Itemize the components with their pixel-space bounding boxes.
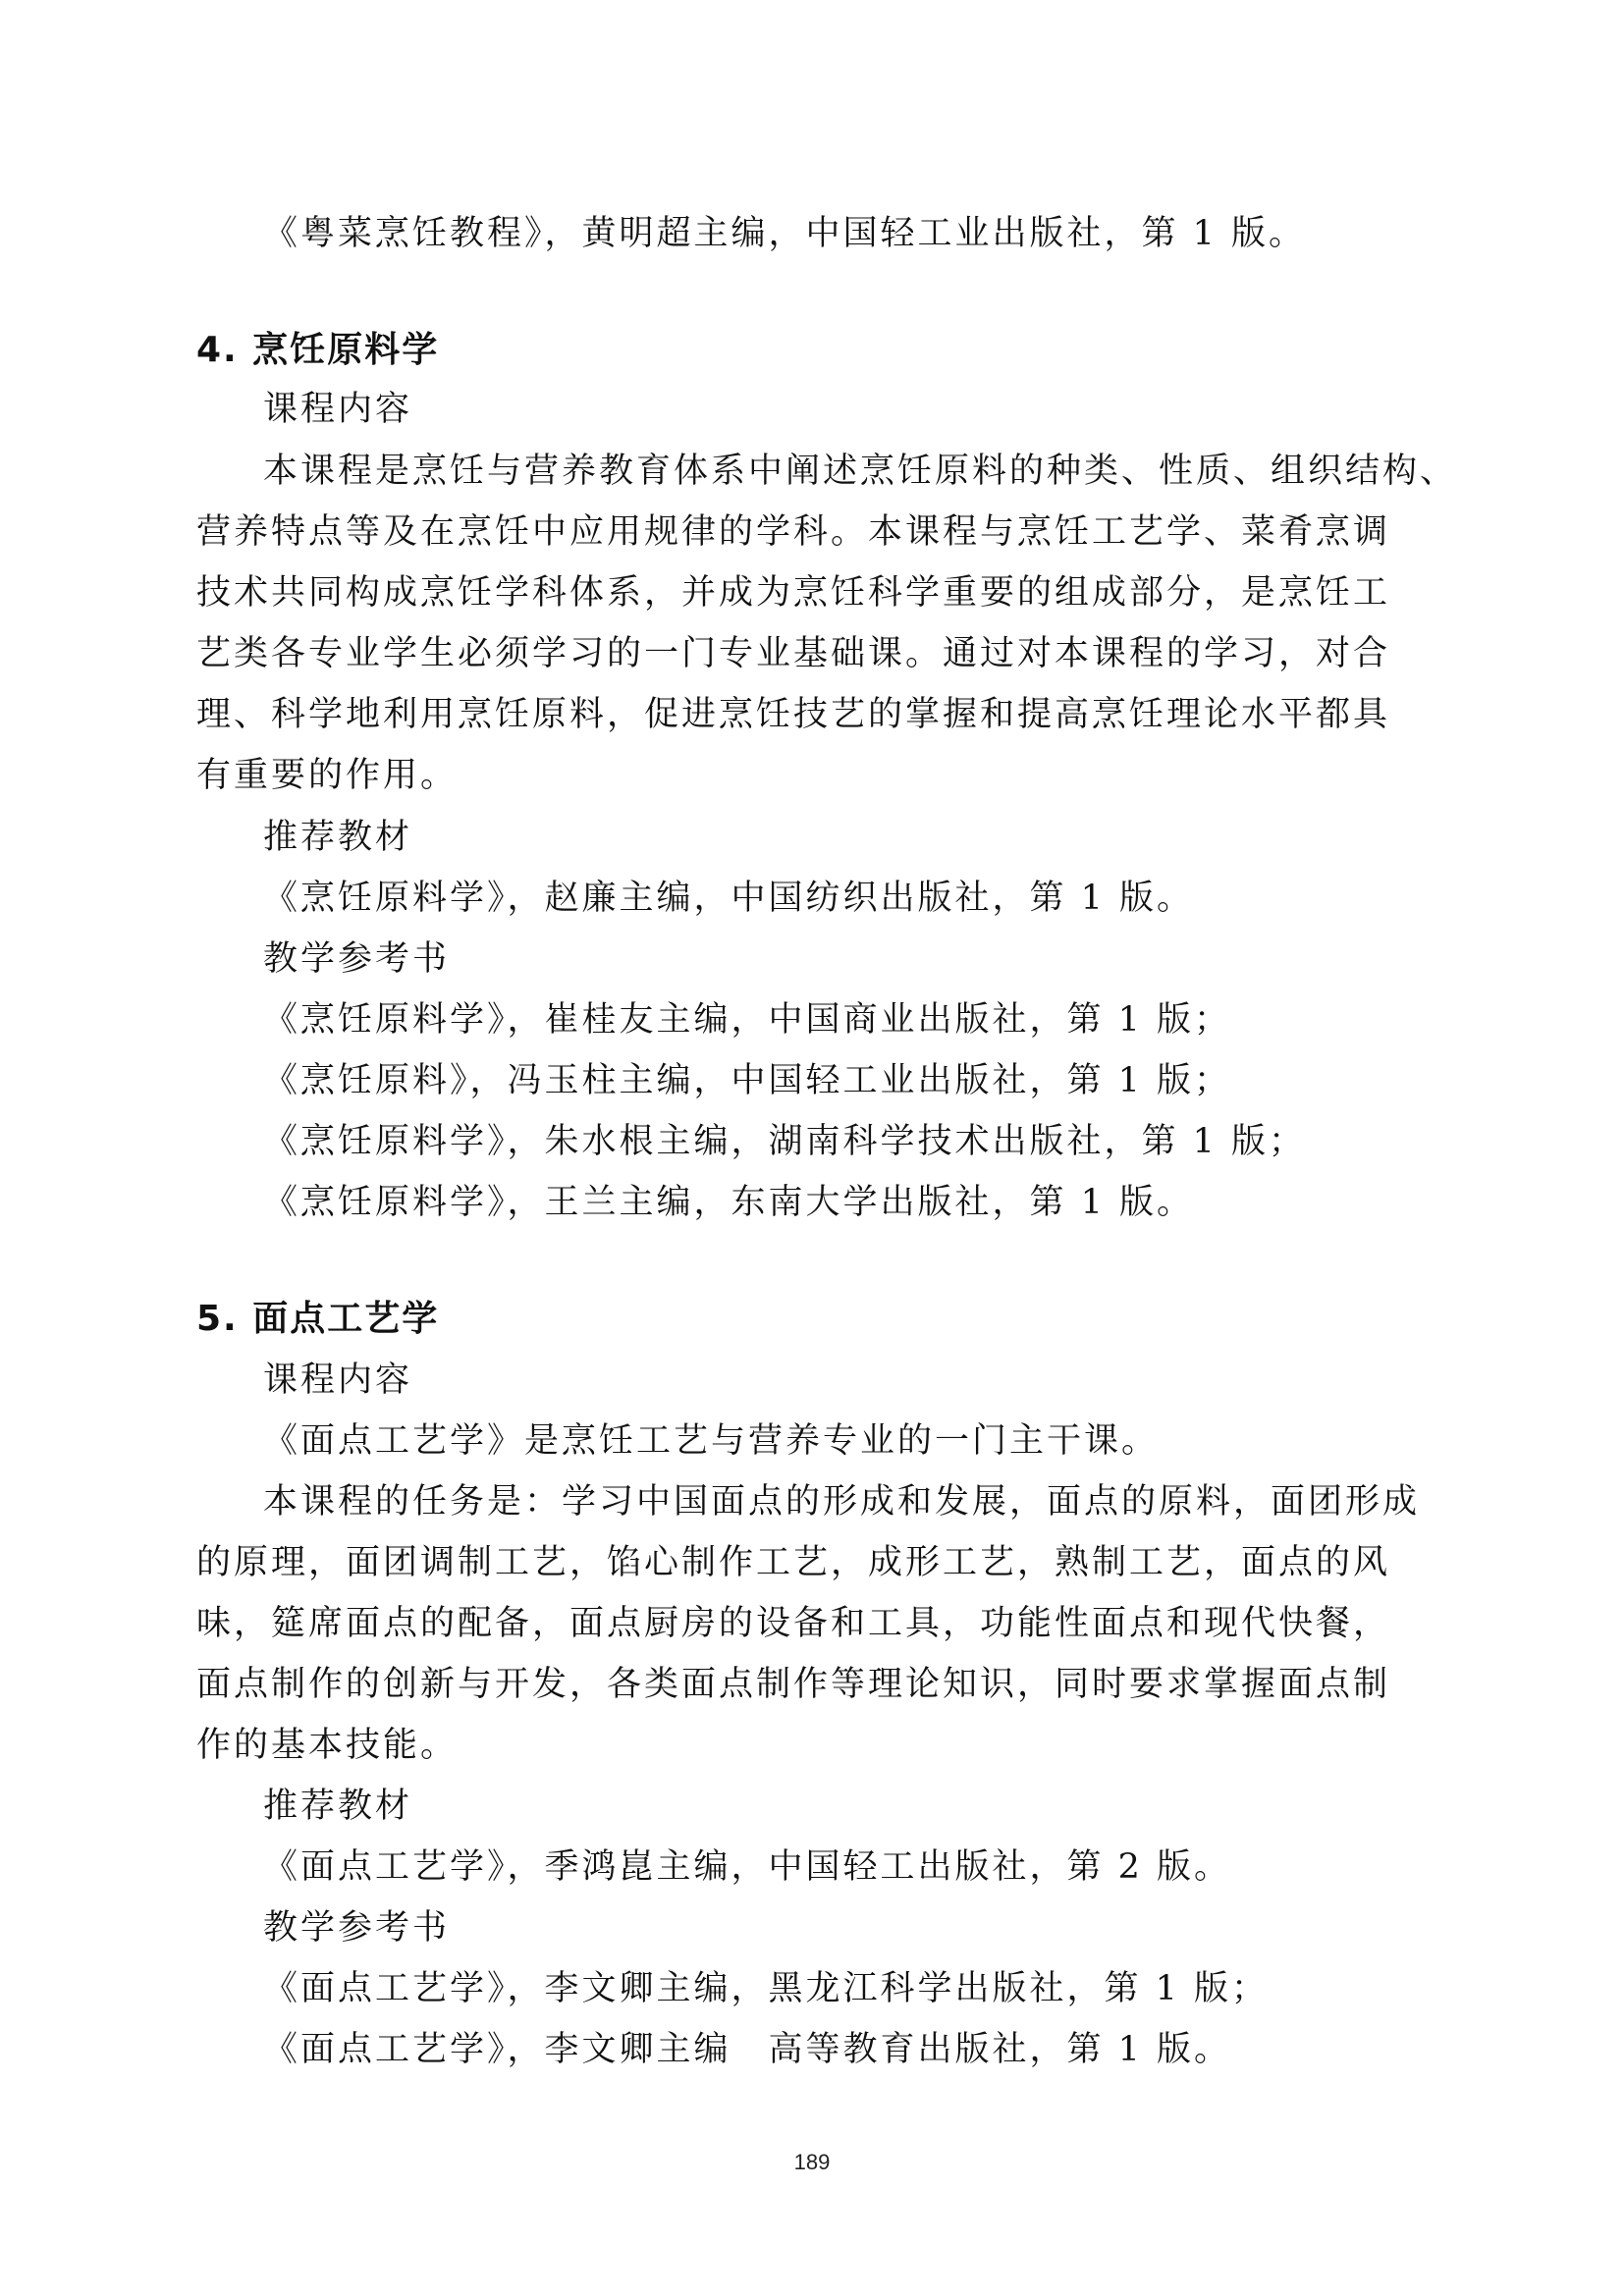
paragraph-line: 理、科学地利用烹饪原料，促进烹饪技艺的掌握和提高烹饪理论水平都具: [196, 695, 1391, 734]
intro-line: 《面点工艺学》是烹饪工艺与营养专业的一门主干课。: [263, 1421, 1160, 1461]
textbook-entry: 《面点工艺学》，季鸿崑主编，中国轻工出版社，第 2 版。: [263, 1847, 1232, 1887]
reference-entry: 《烹饪原料学》，王兰主编，东南大学出版社，第 1 版。: [263, 1183, 1195, 1222]
page-number: 189: [793, 2150, 831, 2174]
paragraph-line: 营养特点等及在烹饪中应用规律的学科。本课程与烹饪工艺学、菜肴烹调: [196, 512, 1391, 552]
textbook-entry: 《烹饪原料学》，赵廉主编，中国纺织出版社，第 1 版。: [263, 879, 1195, 918]
paragraph-line: 味，筵席面点的配备，面点厨房的设备和工具，功能性面点和现代快餐，: [196, 1604, 1391, 1643]
reference-line: 《粤菜烹饪教程》，黄明超主编，中国轻工业出版社，第 1 版。: [263, 214, 1307, 253]
textbook-label: 推荐教材: [263, 818, 413, 857]
course-content-label: 课程内容: [263, 390, 413, 429]
paragraph-line: 本课程是烹饪与营养教育体系中阐述烹饪原料的种类、性质、组织结构、: [263, 452, 1458, 491]
section-5-heading: 5. 面点工艺学: [196, 1299, 440, 1339]
paragraph-line: 技术共同构成烹饪学科体系，并成为烹饪科学重要的组成部分，是烹饪工: [196, 573, 1391, 613]
reference-entry: 《烹饪原料》，冯玉柱主编，中国轻工业出版社，第 1 版；: [263, 1061, 1232, 1100]
reference-entry: 《面点工艺学》，李文卿主编，黑龙江科学出版社，第 1 版；: [263, 1969, 1270, 2008]
paragraph-line: 面点制作的创新与开发，各类面点制作等理论知识，同时要求掌握面点制: [196, 1665, 1391, 1704]
paragraph-line: 艺类各专业学生必须学习的一门专业基础课。通过对本课程的学习，对合: [196, 634, 1391, 673]
paragraph-line: 本课程的任务是：学习中国面点的形成和发展，面点的原料，面团形成: [263, 1482, 1421, 1522]
reference-entry: 《面点工艺学》，李文卿主编 高等教育出版社，第 1 版。: [263, 2030, 1232, 2069]
paragraph-line: 有重要的作用。: [196, 756, 459, 795]
course-content-label: 课程内容: [263, 1361, 413, 1400]
reference-label: 教学参考书: [263, 1908, 451, 1948]
textbook-label: 推荐教材: [263, 1787, 413, 1826]
section-4-heading: 4. 烹饪原料学: [196, 330, 440, 370]
reference-entry: 《烹饪原料学》，朱水根主编，湖南科学技术出版社，第 1 版；: [263, 1122, 1307, 1161]
reference-label: 教学参考书: [263, 939, 451, 979]
paragraph-line: 的原理，面团调制工艺，馅心制作工艺，成形工艺，熟制工艺，面点的风: [196, 1543, 1391, 1582]
reference-entry: 《烹饪原料学》，崔桂友主编，中国商业出版社，第 1 版；: [263, 1000, 1232, 1040]
paragraph-line: 作的基本技能。: [196, 1726, 459, 1765]
